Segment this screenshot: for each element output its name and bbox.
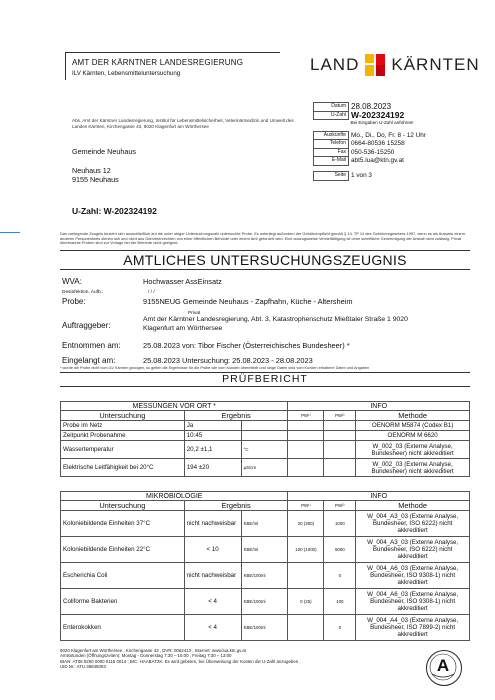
row-pw2 (324, 421, 356, 431)
col-methode: Methode (356, 501, 470, 511)
land-kaernten-logo (310, 52, 480, 78)
row-pw1: 20 (300) (288, 511, 324, 537)
row-method: W_004_A3_03 (Externe Analyse, Bundesheer, ISO 6222) nicht akkreditiert (356, 537, 470, 563)
desinfektion-label: Desinfektion, Aufb.: (62, 290, 104, 295)
col-ergebnis: Ergebnis (184, 411, 288, 421)
row-name: Enterokokken (61, 615, 185, 641)
row-pw1 (288, 615, 324, 641)
auftraggeber-line1: Amt der Kärntner Landesregierung, Abt. 3, Katastrophenschutz Mießtaler Straße 1 9020 (143, 316, 408, 323)
logo-mark-icon (365, 54, 385, 76)
uzahl-label: U-Zahl (314, 111, 349, 120)
fax-label: Fax (314, 148, 349, 157)
row-result: < 10 (184, 537, 241, 563)
row-unit: KBE/100ml (241, 589, 288, 615)
row-pw1 (288, 563, 324, 589)
row-unit: KBE/100ml (241, 615, 288, 641)
row-result: 10:45 (184, 431, 241, 441)
probe-value: 9155NEUG Gemeinde Neuhaus - Zapfhahn, Küche - Altersheim (143, 297, 353, 306)
row-pw2: 100 (324, 589, 356, 615)
eingelangt-label: Eingelangt am: (62, 356, 116, 365)
row-name: Zeitpunkt Probenahme (61, 431, 185, 441)
row-pw2: 5000 (324, 537, 356, 563)
table-row (61, 537, 470, 563)
mikrobiologie-table (60, 491, 470, 641)
row-name: Elektrische Leitfähigkeit bei 20°C (61, 459, 185, 477)
table-row (61, 431, 470, 441)
col-methode: Methode (356, 411, 470, 421)
info-block (313, 102, 429, 181)
row-pw2 (324, 441, 356, 459)
seite-value: 1 von 3 (351, 172, 372, 180)
messungen-table (60, 401, 470, 477)
row-name: Koloniebildende Einheiten 37°C (61, 511, 185, 537)
row-method: W_004_A6_03 (Externe Analyse, Bundesheer, ISO 9308-1) nicht akkreditiert (356, 589, 470, 615)
row-unit: KBE/ml (241, 537, 288, 563)
table-row (61, 421, 470, 431)
row-result: 20,2 ±1,1 (184, 441, 241, 459)
telefon-value: 0664-80536 15258 (351, 140, 405, 148)
row-pw1: 100 (1000) (288, 537, 324, 563)
row-method: W_004_A4_03 (Externe Analyse, Bundesheer, ISO 7899-2) nicht akkreditiert (356, 615, 470, 641)
entnommen-value: 25.08.2023 von: Tibor Fischer (Österreichisches Bundesheer) * (143, 341, 350, 350)
row-unit: µS/cm (241, 459, 288, 477)
messungen-section-title: MESSUNGEN VOR ORT * (61, 402, 288, 411)
datum-value: 28.08.2023 (351, 102, 392, 111)
row-pw1 (288, 459, 324, 477)
row-result: nicht nachweisbar (184, 511, 241, 537)
wva-label: WVA: (62, 277, 82, 286)
col-ergebnis: Ergebnis (184, 501, 288, 511)
document-title: AMTLICHES UNTERSUCHUNGSZEUGNIS (60, 250, 470, 270)
row-method: W_002_03 (Externe Analyse, Bundesheer) nicht akkreditiert (356, 441, 470, 459)
row-result: nicht nachweisbar (184, 563, 241, 589)
authority-header (65, 52, 280, 80)
row-name: Escherichia Coli (61, 563, 185, 589)
row-method: OENORM M5874 (Codex B1) (356, 421, 470, 431)
row-result: 194 ±20 (184, 459, 241, 477)
row-pw2: 0 (324, 615, 356, 641)
row-name: Wassertemperatur (61, 441, 185, 459)
row-pw2 (324, 459, 356, 477)
row-unit: °C (241, 441, 288, 459)
privat-label: Privat (188, 311, 201, 316)
accreditation-seal-icon (426, 650, 462, 686)
row-method: W_002_03 (Externe Analyse, Bundesheer) nicht akkreditiert (356, 459, 470, 477)
footer (60, 648, 430, 670)
recipient-street: Neuhaus 12 (72, 166, 111, 175)
table-row (61, 563, 470, 589)
fold-mark (0, 232, 20, 233)
table-row (61, 441, 470, 459)
recipient-city: 9155 Neuhaus (72, 175, 119, 184)
disclaimer-text: Das vorliegende Zeugnis bezieht sich ausschließlich auf die unter obiger Untersuchungszahl untersuchte Probe. Es unterliegt außerdem der Gebührenpflicht gemäß § 14. TP 14 des Gebührengesetzes 1957, wenn es als Ausweis einem anderen Personenkreis dienen soll und nicht aus Gebührenrechten von einer öffentlichen Behörde oder einem Amt gefordert wird. Eine auszugsweise Vervielfältigung ist ohne schriftliche Genehmigung der Anstalt nicht zulässig. Privat überbrachte Proben sind zur Vorlage bei der Behörde nicht geeignet. (60, 231, 465, 246)
footer-address: 9020 Klagenfurt am Wörthersee , Kirchengasse 43 , DVR: 0062413 , Internet: www.lua.ktn.gv.at (60, 648, 246, 653)
row-result: < 4 (184, 615, 241, 641)
row-unit: KBE/100ml (241, 563, 288, 589)
col-pw1: PW¹⁾ (288, 411, 324, 421)
row-result: Ja (184, 421, 241, 431)
uzahl-note: Bei Eingaben U-Zahl anführen! (350, 119, 414, 125)
table-row (61, 615, 470, 641)
row-pw1: 0 (25) (288, 589, 324, 615)
row-name: Coliforme Bakterien (61, 589, 185, 615)
email-label: E-Mail (314, 157, 349, 166)
row-pw2 (324, 431, 356, 441)
auskuenfte-label: Auskünfte (314, 131, 349, 140)
logo-text-right: KÄRNTEN (391, 55, 480, 74)
row-unit: KBE/ml (241, 511, 288, 537)
row-pw1 (288, 421, 324, 431)
seal-letter: A (436, 656, 450, 675)
col-pw2: PW²⁾ (324, 501, 356, 511)
recipient-address (72, 147, 136, 184)
table-row (61, 589, 470, 615)
row-method: W_004_A6_03 (Externe Analyse, Bundesheer, ISO 9308-1) nicht akkreditiert (356, 563, 470, 589)
datum-label: Datum (314, 103, 349, 112)
authority-title: AMT DER KÄRNTNER LANDESREGIERUNG (72, 58, 244, 67)
col-pw2: PW²⁾ (324, 411, 356, 421)
footer-bank: IBAN: AT06 5200 0000 0115 0014 ; BIC: HAABAT2K. Es wird gebeten, bei Überweisung der Kosten die U-Zahl anzugeben . (60, 658, 301, 664)
footer-hours: Amtsstunden (Öffnungszeiten): Montag - Donnerstag 7:30 – 16:00 , Freitag 7:30 – 13:00 (60, 653, 232, 659)
auftraggeber-line2: Klagenfurt am Wörthersee (143, 325, 223, 332)
uzahl-value: W-202324192 (351, 109, 405, 120)
col-untersuchung: Untersuchung (61, 501, 185, 511)
row-unit (241, 421, 288, 431)
row-pw2: 1000 (324, 511, 356, 537)
auskuenfte-value: Mo., Di., Do, Fr. 8 - 12 Uhr (351, 131, 426, 139)
row-unit (241, 431, 288, 441)
row-result: < 4 (184, 589, 241, 615)
mikro-info-title: INFO (288, 492, 470, 501)
uzahl-heading: U-Zahl: W-202324192 (72, 206, 157, 216)
col-untersuchung: Untersuchung (61, 411, 185, 421)
pruefbericht-heading: PRÜFBERICHT (60, 372, 470, 387)
probe-label: Probe: (62, 297, 86, 306)
auftraggeber-label: Auftraggeber: (62, 321, 111, 330)
row-method: W_004_A3_03 (Externe Analyse, Bundesheer, ISO 6222) nicht akkreditiert (356, 511, 470, 537)
table-row (61, 511, 470, 537)
mikro-section-title: MIKROBIOLOGIE (61, 492, 288, 501)
messungen-info-title: INFO (288, 402, 470, 411)
footer-uid: UID Nr.: ATU 36845003 (60, 664, 106, 670)
fax-value: 050-536-15250 (351, 148, 395, 156)
email-value: abt5.lua@ktn.gv.at (351, 157, 404, 165)
seite-label: Seite (314, 172, 349, 181)
desinfektion-value: / / / (148, 290, 155, 295)
logo-text-left: LAND (310, 55, 360, 74)
row-pw1 (288, 431, 324, 441)
row-name: Probe im Netz (61, 421, 185, 431)
authority-subtitle: ILV Kärnten, Lebensmitteluntersuchung (72, 70, 181, 77)
col-pw1: PW¹⁾ (288, 501, 324, 511)
row-name: Koloniebildende Einheiten 22°C (61, 537, 185, 563)
sender-line: Abs. Amt der Kärntner Landesregierung, Institut für Lebensmittelsicherheit, Veterinärmedizin und Umwelt des Landes Kärnten, Kirchengasse 43, 9020 Klagenfurt am Wörthersee (72, 118, 294, 129)
telefon-label: Telefon (314, 140, 349, 149)
sampling-footnote: * wurde die Probe nicht vom ILV Kärnten gezogen, so gelten die Ergebnisse für die Probe wie vom Kunden übermittelt und obige Daten sind vom Kunden erhaltene Daten und Angaben (60, 366, 370, 370)
row-pw2: 0 (324, 563, 356, 589)
entnommen-label: Entnommen am: (62, 341, 121, 350)
eingelangt-value: 25.08.2023 Untersuchung: 25.08.2023 - 28.08.2023 (143, 356, 313, 365)
table-row (61, 459, 470, 477)
row-pw1 (288, 441, 324, 459)
wva-value: Hochwasser AssEinsatz (143, 277, 222, 286)
recipient-name: Gemeinde Neuhaus (72, 147, 136, 156)
row-method: OENORM M 6620 (356, 431, 470, 441)
